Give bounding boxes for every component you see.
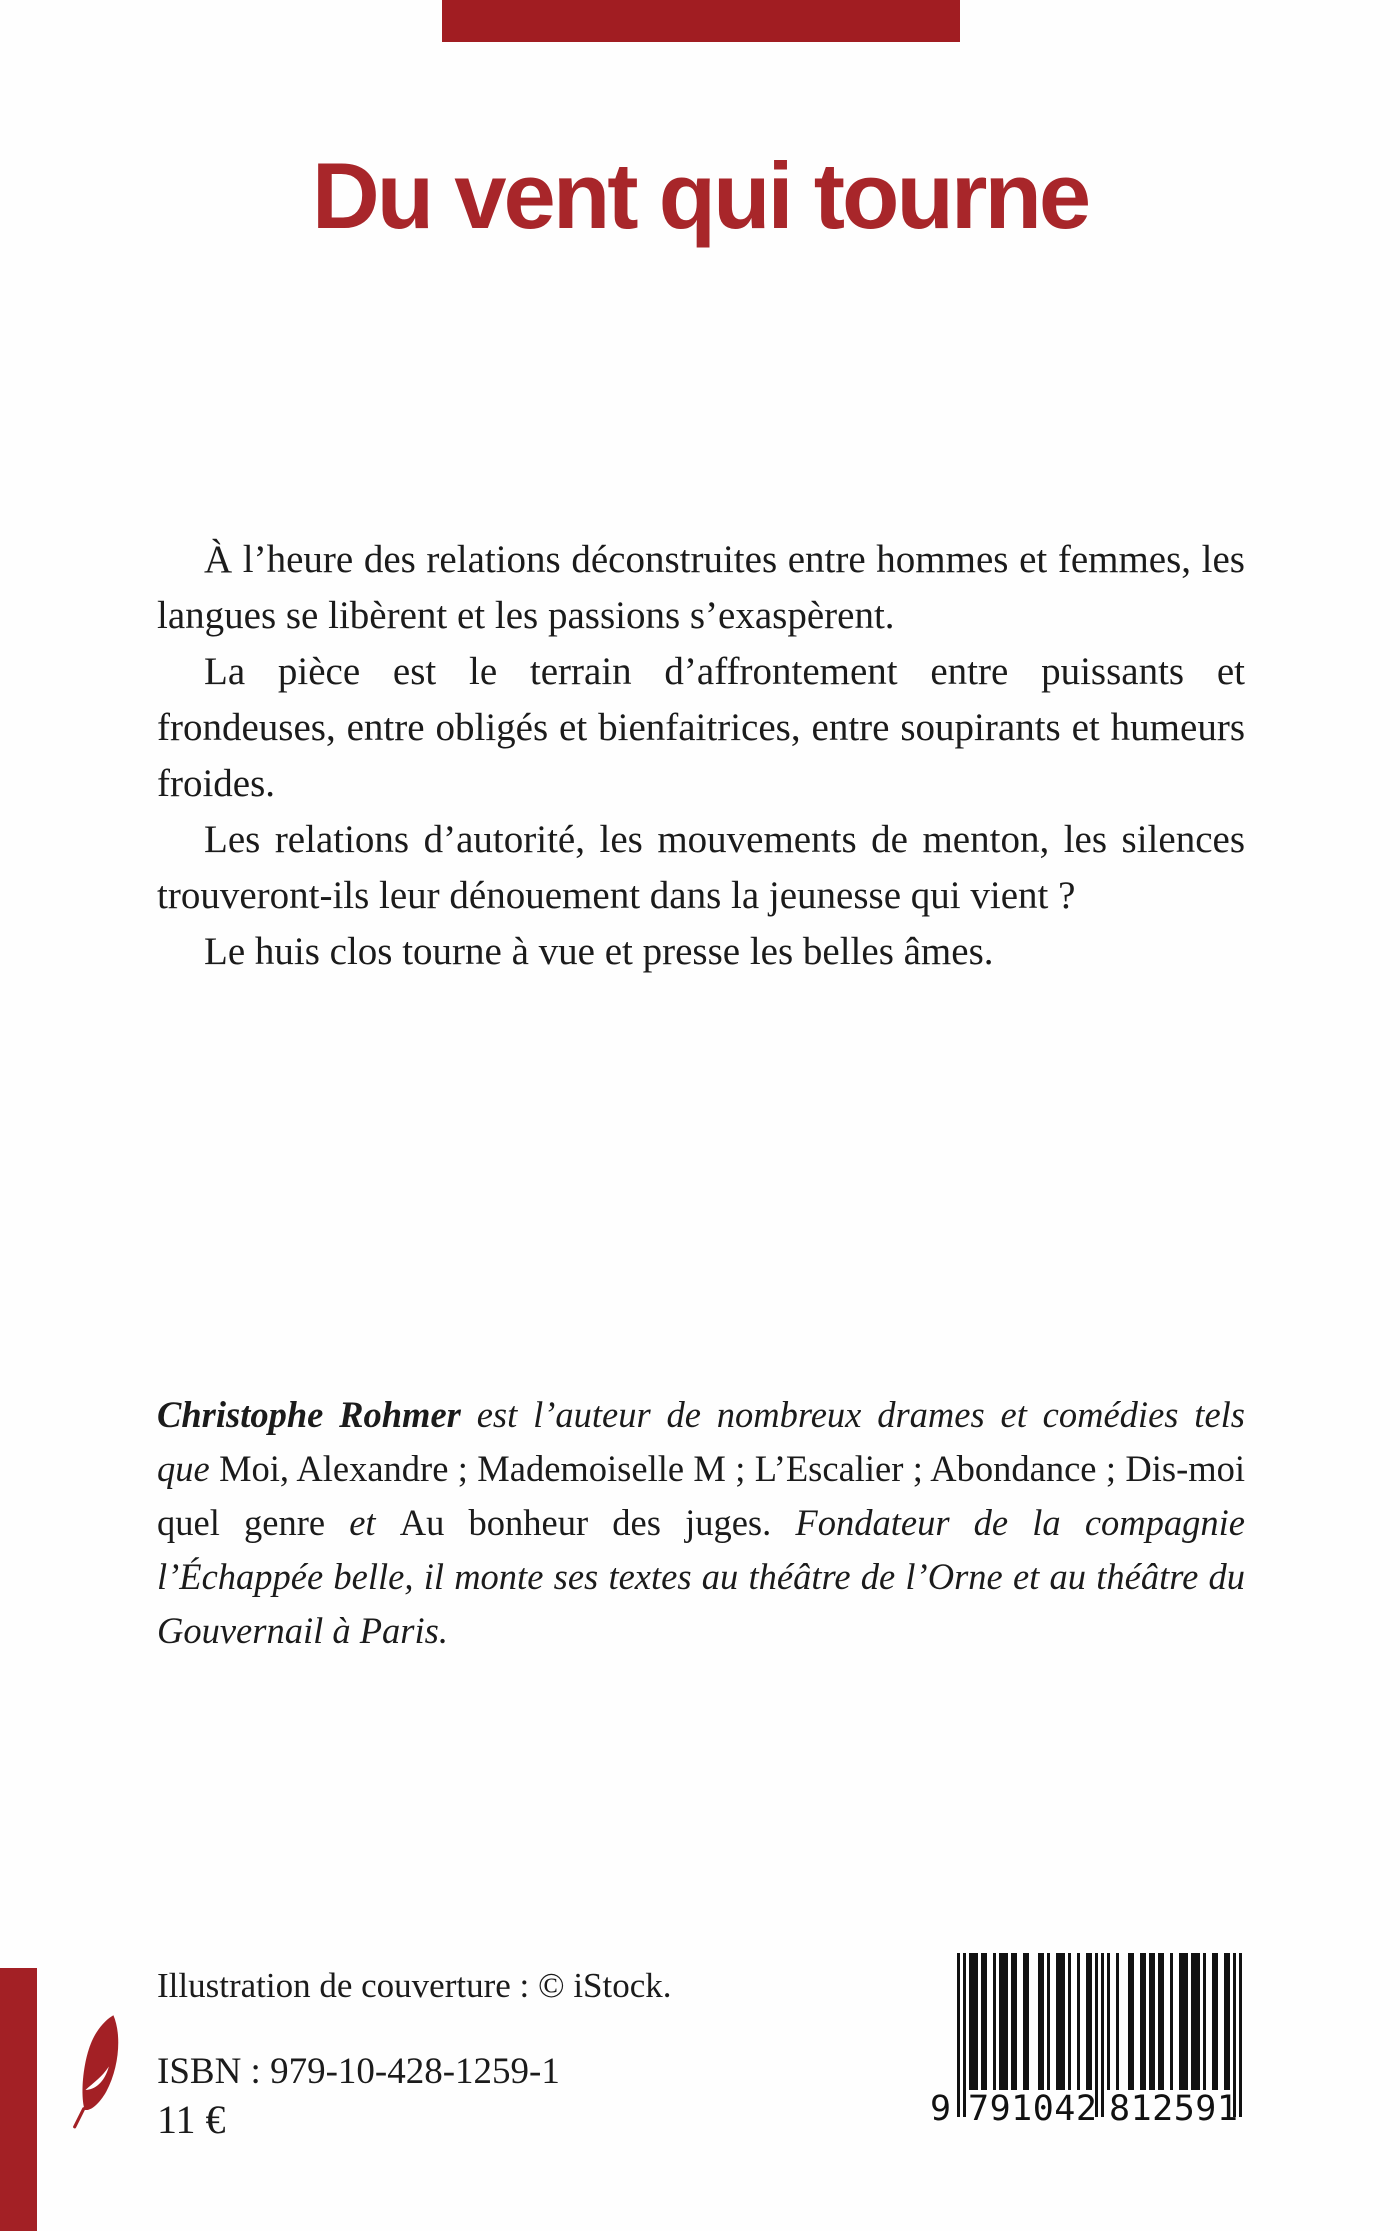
- isbn-text: ISBN : 979-10-428-1259-1: [157, 2051, 560, 2092]
- author-bio-text: [157, 1388, 1245, 1658]
- synopsis-paragraph: La pièce est le terrain d’affrontement entre puissants et frondeuses, entre obligés et bienfaitrices, entre soupirants et humeurs froides.: [157, 650, 1245, 805]
- bio-segment: Moi, Alexandre ; Mademoiselle M ; L’Escalier ; Abondance ; Dis-moi quel genre: [157, 1448, 1246, 1543]
- top-red-bar: [442, 0, 960, 42]
- barcode-digits-right: 812591: [1109, 2089, 1239, 2129]
- synopsis-paragraph: Les relations d’autorité, les mouvements de menton, les silences trouveront-ils leur dénouement dans la jeunesse qui vient ?: [157, 818, 1245, 917]
- bio-segment: Au bonheur des juges.: [399, 1502, 772, 1543]
- synopsis-paragraph: Le huis clos tourne à vue et presse les belles âmes.: [204, 930, 994, 973]
- price-text: 11 €: [157, 2097, 226, 2142]
- bio-segment: et: [325, 1502, 400, 1543]
- feather-icon: [72, 2012, 126, 2130]
- book-title: Du vent qui tourne: [311, 143, 1089, 248]
- bio-segment: est l’auteur de nombreux drames et comédies tels que: [157, 1394, 1245, 1489]
- illustration-credit: Illustration de couverture : © iStock.: [157, 1966, 672, 2005]
- bio-segment: Christophe Rohmer: [157, 1394, 461, 1435]
- barcode: [930, 1953, 1242, 2129]
- synopsis-text: [157, 532, 1245, 980]
- barcode-digits-left: 791042: [968, 2089, 1098, 2129]
- barcode-digit-first: 9: [930, 2089, 952, 2129]
- left-red-stripe: [0, 1968, 37, 2231]
- synopsis-paragraph: À l’heure des relations déconstruites entre hommes et femmes, les langues se libèrent et les passions s’exaspèrent.: [157, 538, 1245, 637]
- bio-segment: Fondateur de la compagnie l’Échappée belle, il monte ses textes au théâtre de l’Orne et au théâtre du Gouvernail à Paris.: [157, 1502, 1245, 1651]
